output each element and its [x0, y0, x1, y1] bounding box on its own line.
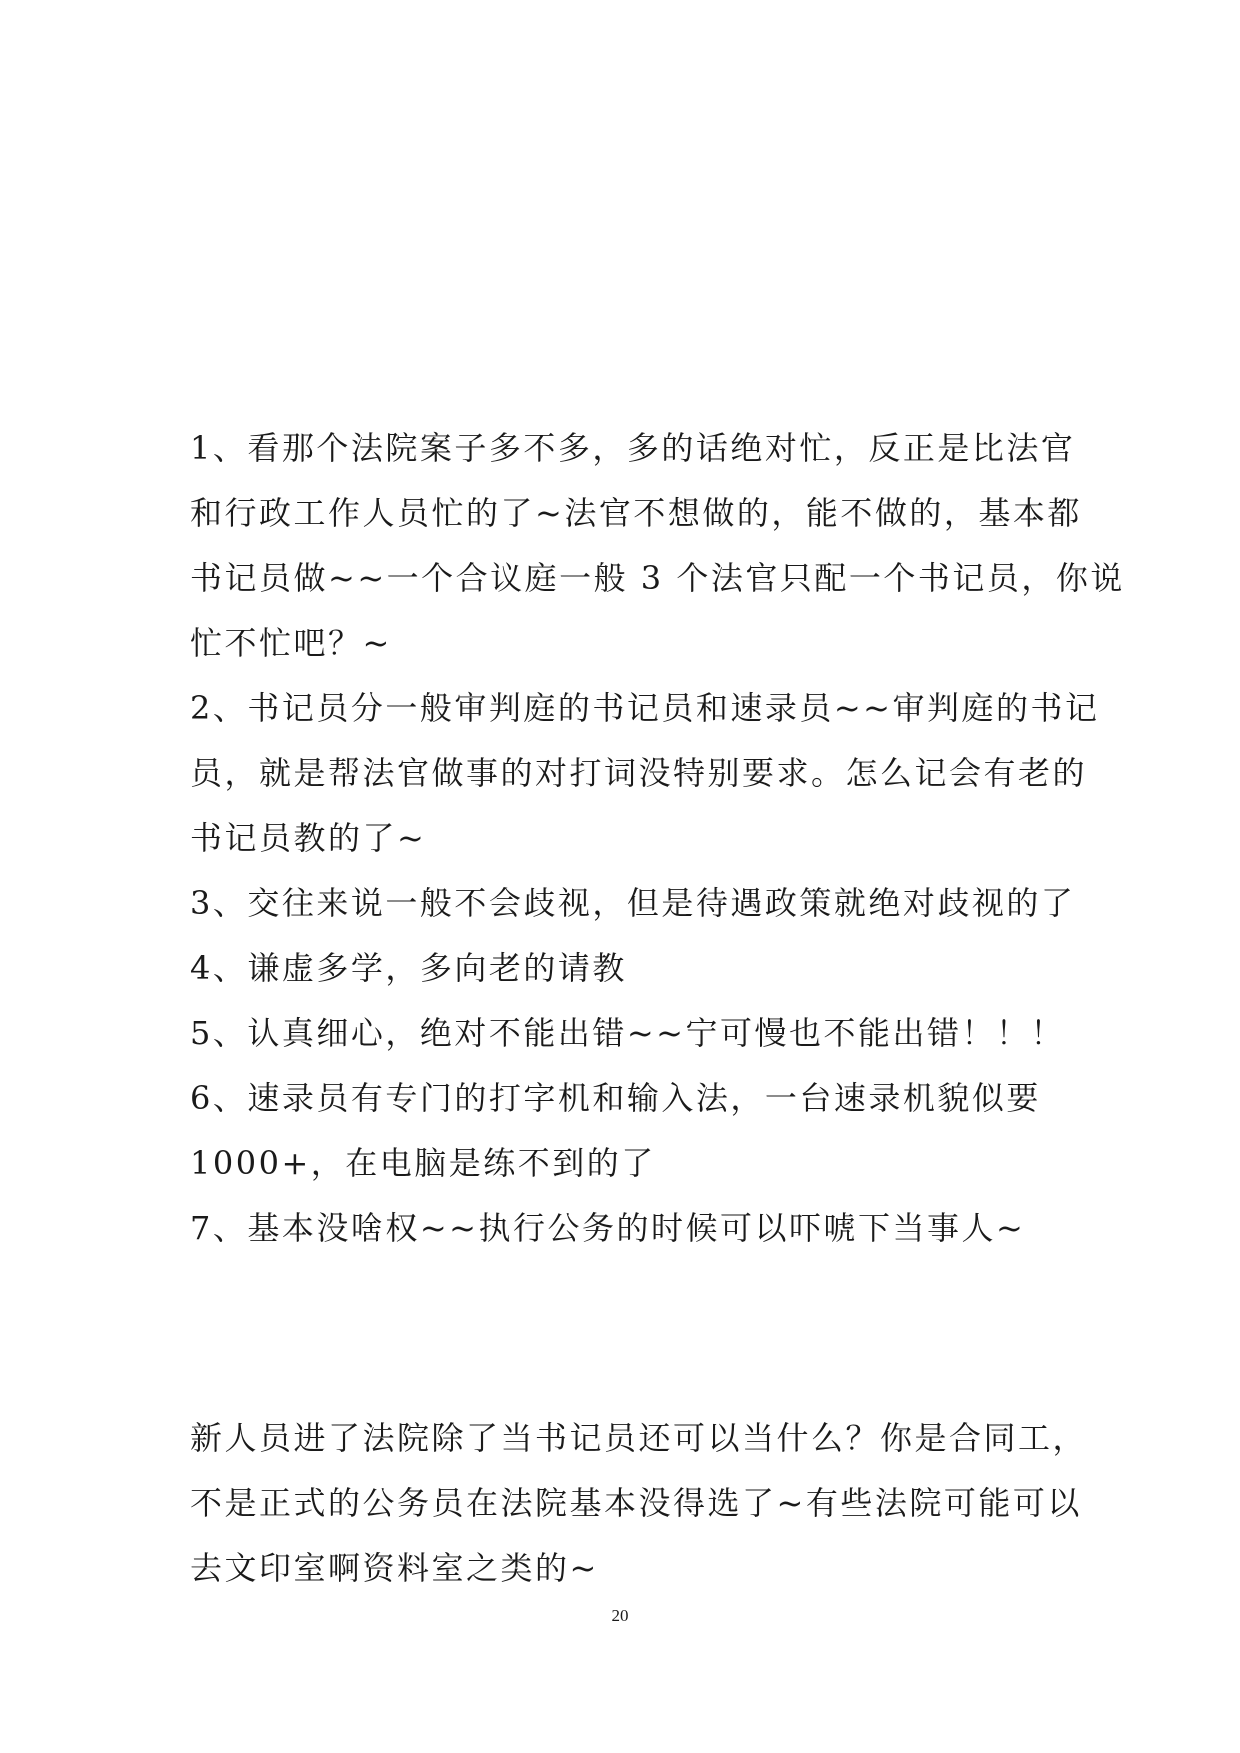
text-line: 6、速录员有专门的打字机和输入法，一台速录机貌似要	[190, 1079, 1041, 1117]
text-line: 新人员进了法院除了当书记员还可以当什么？你是合同工，	[190, 1419, 1088, 1457]
text-line: 4、谦虚多学，多向老的请教	[190, 949, 627, 987]
text-line: 去文印室啊资料室之类的~	[190, 1549, 599, 1587]
text-line: 2、书记员分一般审判庭的书记员和速录员~~审判庭的书记	[190, 689, 1100, 727]
text-line: 5、认真细心，绝对不能出错~~宁可慢也不能出错！！！	[190, 1014, 1065, 1052]
text-line: 和行政工作人员忙的了~法官不想做的，能不做的，基本都	[190, 494, 1082, 532]
text-line: 员，就是帮法官做事的对打词没特别要求。怎么记会有老的	[190, 754, 1088, 792]
text-line: 书记员做~~一个合议庭一般 3 个法官只配一个书记员，你说	[190, 559, 1125, 597]
page-number: 20	[611, 1606, 629, 1625]
text-line: 1000+，在电脑是练不到的了	[190, 1144, 656, 1182]
text-line: 1、看那个法院案子多不多，多的话绝对忙，反正是比法官	[190, 429, 1076, 467]
text-line: 3、交往来说一般不会歧视，但是待遇政策就绝对歧视的了	[190, 884, 1076, 922]
text-line: 书记员教的了~	[190, 819, 427, 857]
paragraph-gap	[190, 1261, 1060, 1406]
document-body	[190, 416, 1125, 1601]
text-line: 忙不忙吧？~	[190, 624, 392, 662]
text-line: 不是正式的公务员在法院基本没得选了~有些法院可能可以	[190, 1484, 1082, 1522]
text-line: 7、基本没啥权~~执行公务的时候可以吓唬下当事人~	[190, 1209, 1026, 1247]
